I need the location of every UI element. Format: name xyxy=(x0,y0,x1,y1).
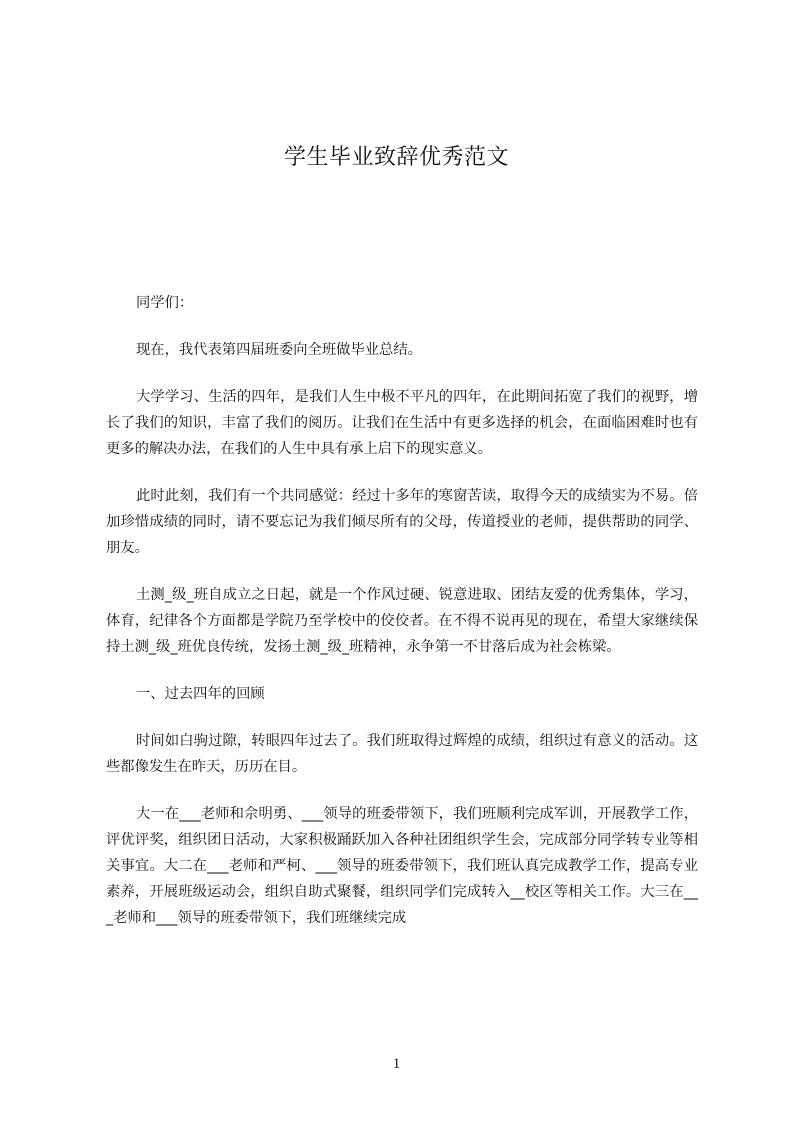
body-paragraph: 大一在___老师和佘明勇、___领导的班委带领下，我们班顺利完成军训，开展教学工作，评优评奖，组织团日活动，大家积极踊跃加入各种社团组织学生会，完成部分同学转专业等相关事宜。大二在___老师和严柯、___领导的班委带领下，我们班认真完成教学工作，提高专业素养，开展班级运动会，组织自助式聚餐，组织同学们完成转入__校区等相关工作。大三在___老师和___领导的班委带领下，我们班继续完成 xyxy=(106,806,698,926)
body-paragraph: 时间如白驹过隙，转眼四年过去了。我们班取得过辉煌的成绩，组织过有意义的活动。这些都像发生在昨天，历历在目。 xyxy=(106,733,698,775)
salutation-paragraph: 同学们： xyxy=(136,295,194,311)
page-number: 1 xyxy=(392,1056,401,1072)
intro-paragraph: 现在，我代表第四届班委向全班做毕业总结。 xyxy=(136,342,422,358)
body-paragraph: 土测_级_班自成立之日起，就是一个作风过硬、锐意进取、团结友爱的优秀集体，学习，体育，纪律各个方面都是学院乃至学校中的佼佼者。在不得不说再见的现在，希望大家继续保持土测_级_班优良传统，发扬土测_级_班精神，永争第一不甘落后成为社会栋梁。 xyxy=(106,587,698,655)
section-heading: 一、过去四年的回顾 xyxy=(136,686,265,702)
document-title: 学生毕业致辞优秀范文 xyxy=(283,145,509,170)
body-paragraph: 大学学习、生活的四年，是我们人生中极不平凡的四年，在此期间拓宽了我们的视野，增长了我们的知识，丰富了我们的阅历。让我们在生活中有更多选择的机会，在面临困难时也有更多的解决办法，在我们的人生中具有承上启下的现实意义。 xyxy=(106,389,698,457)
body-paragraph: 此时此刻，我们有一个共同感觉：经过十多年的寒窗苦读，取得今天的成绩实为不易。倍加珍惜成绩的同时，请不要忘记为我们倾尽所有的父母，传道授业的老师，提供帮助的同学、朋友。 xyxy=(106,488,698,556)
document-body xyxy=(106,290,698,931)
